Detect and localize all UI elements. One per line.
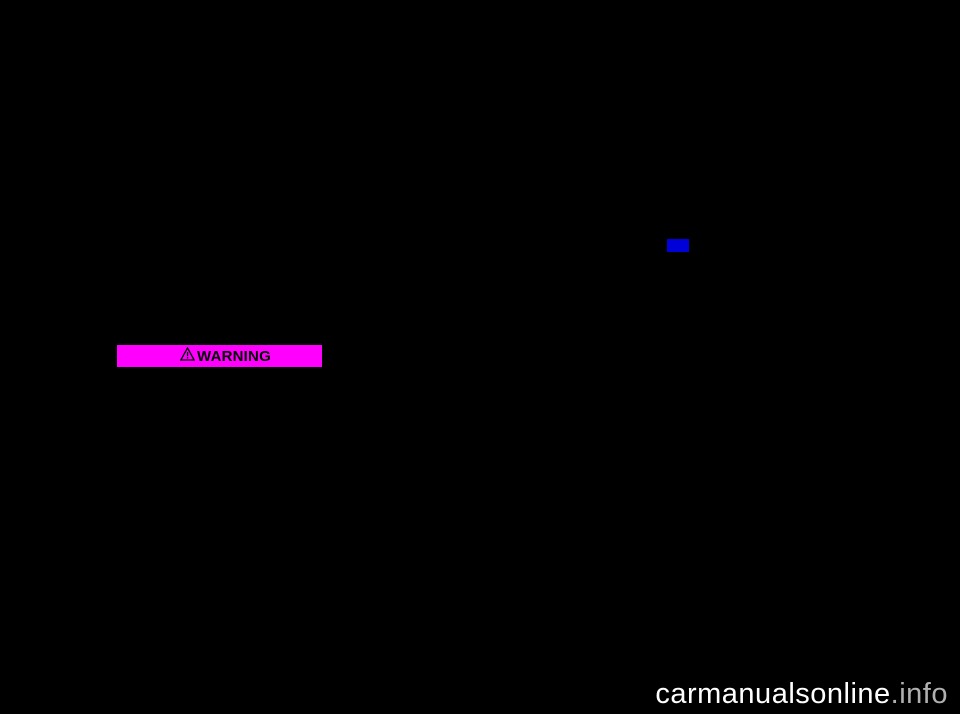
- warning-banner-content: [180, 347, 271, 366]
- watermark-suffix: .info: [890, 678, 948, 710]
- blue-rectangle-marker: [667, 239, 689, 252]
- watermark-main: carmanualsonline: [655, 678, 891, 710]
- site-watermark: [655, 678, 948, 711]
- warning-triangle-icon: [180, 347, 195, 366]
- warning-banner: [117, 345, 322, 367]
- warning-label: WARNING: [197, 347, 271, 365]
